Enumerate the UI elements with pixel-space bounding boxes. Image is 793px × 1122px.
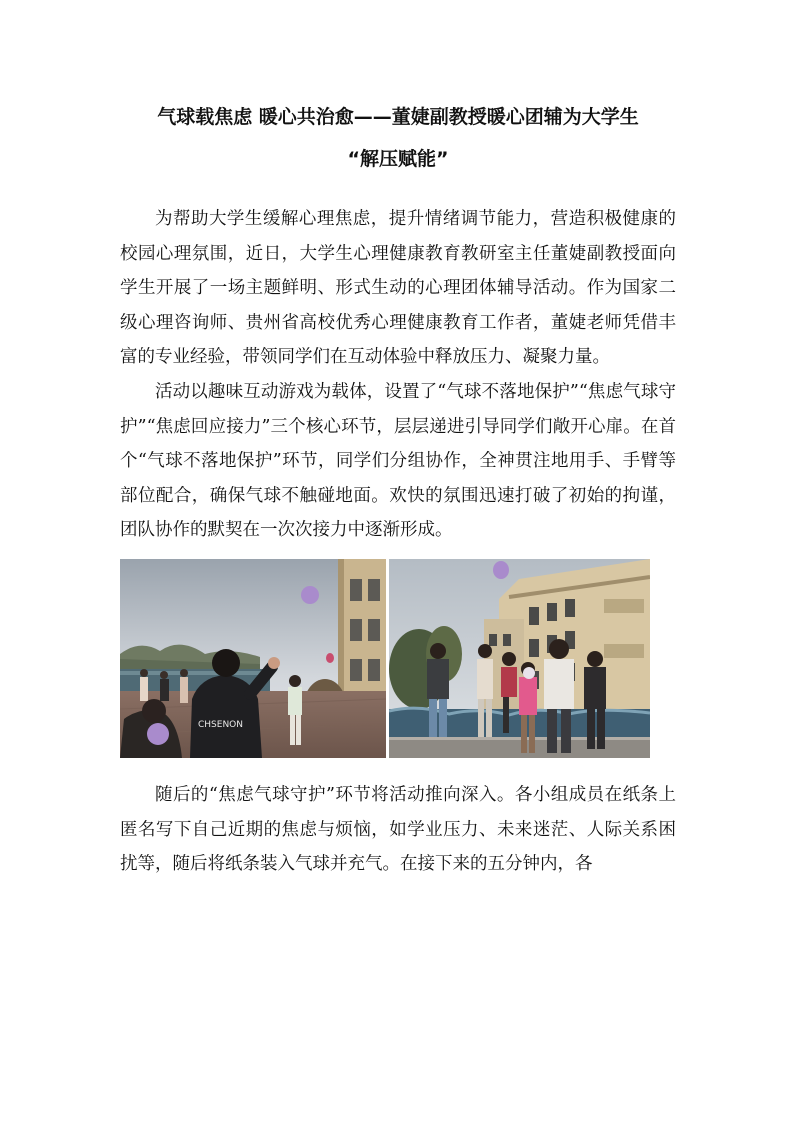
balloon-icon — [523, 667, 535, 679]
photo-balloon-game-right — [389, 559, 650, 758]
paragraph-1: 为帮助大学生缓解心理焦虑，提升情绪调节能力，营造积极健康的校园心理氛围，近日，大学生心理健康教育教研室主任董婕副教授面向学生开展了一场主题鲜明、形式生动的心理团体辅导活动。作为国家二级心理咨询师、贵州省高校优秀心理健康教育工作者，董婕老师凭借丰富的专业经验，带领同学们在互动体验中释放压力、凝聚力量。 — [120, 209, 676, 368]
article-title — [120, 96, 676, 180]
paragraph-3: 随后的“焦虑气球守护”环节将活动推向深入。各小组成员在纸条上匿名写下自己近期的焦虑与烦恼，如学业压力、未来迷茫、人际关系困扰等，随后将纸条装入气球并充气。在接下来的五分钟内，各 — [120, 784, 676, 875]
balloon-icon — [301, 586, 319, 604]
article — [120, 96, 676, 882]
photo-balloon-game-left — [120, 559, 386, 758]
title-line-1: 气球载焦虑 暖心共治愈——董婕副教授暖心团辅为大学生 — [157, 106, 639, 128]
jacket-text: CHSENON — [198, 719, 243, 730]
balloon-icon — [147, 723, 169, 745]
photo-row — [120, 559, 676, 758]
title-line-2: “解压赋能” — [347, 148, 449, 170]
balloon-icon — [493, 561, 509, 579]
paragraph-2: 活动以趣味互动游戏为载体，设置了“气球不落地保护”“焦虑气球守护”“焦虑回应接力”三个核心环节，层层递进引导同学们敞开心扉。在首个“气球不落地保护”环节，同学们分组协作，全神贯注地用手、手臂等部位配合，确保气球不触碰地面。欢快的氛围迅速打破了初始的拘谨，团队协作的默契在一次次接力中逐渐形成。 — [120, 381, 676, 541]
